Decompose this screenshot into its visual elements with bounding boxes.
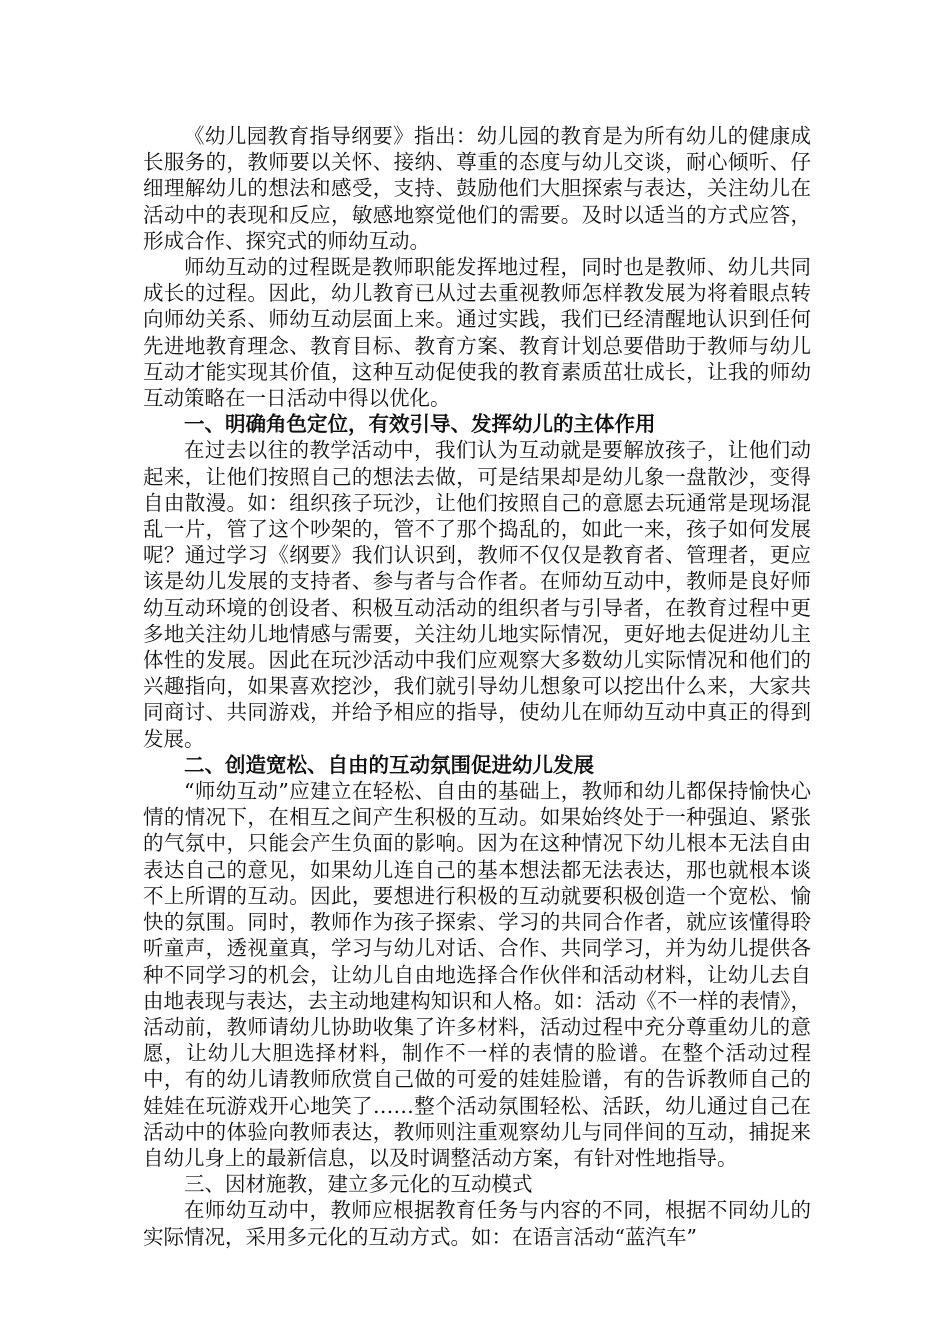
intro-paragraph: 《幼儿园教育指导纲要》指出：幼儿园的教育是为所有幼儿的健康成长服务的，教师要以关怀、接纳、尊重的态度与幼儿交谈，耐心倾听、仔细理解幼儿的想法和感受，支持、鼓励他们大胆探索与表达，关注幼儿在活动中的表现和反应，敏感地察觉他们的需要。及时以适当的方式应答，形成合作、探究式的师幼互动。 xyxy=(143,124,811,253)
section-2-paragraph: “师幼互动”应建立在轻松、自由的基础上，教师和幼儿都保持愉快心情的情况下，在相互之间产生积极的互动。如果始终处于一种强迫、紧张的气氛中，只能会产生负面的影响。因为在这种情况下幼儿根本无法自由表达自己的意见，如果幼儿连自己的基本想法都无法表达，那也就根本谈不上所谓的互动。因此，要想进行积极的互动就要积极创造一个宽松、愉快的氛围。同时，教师作为孩子探索、学习的共同合作者，就应该懂得聆听童声，透视童真，学习与幼儿对话、合作、共同学习，并为幼儿提供各种不同学习的机会，让幼儿自由地选择合作伙伴和活动材料，让幼儿去自由地表现与表达，去主动地建构知识和人格。如：活动《不一样的表情》，活动前，教师请幼儿协助收集了许多材料，活动过程中充分尊重幼儿的意愿，让幼儿大胆选择材料，制作不一样的表情的脸谱。在整个活动过程中，有的幼儿请教师欣赏自己做的可爱的娃娃脸谱，有的告诉教师自己的娃娃在玩游戏开心地笑了……整个活动氛围轻松、活跃，幼儿通过自己在活动中的体验向教师表达，教师则注重观察幼儿与同伴间的互动，捕捉来自幼儿身上的最新信息，以及时调整活动方案，有针对性地指导。 xyxy=(143,779,811,1170)
section-3-paragraph: 在师幼互动中，教师应根据教育任务与内容的不同，根据不同幼儿的实际情况，采用多元化的互动方式。如：在语言活动“蓝汽车” xyxy=(143,1198,811,1249)
document-body xyxy=(143,123,811,1250)
section-heading-2: 二、创造宽松、自由的互动氛围促进幼儿发展 xyxy=(184,752,594,777)
section-1-paragraph: 在过去以往的教学活动中，我们认为互动就是要解放孩子，让他们动起来，让他们按照自己的想法去做，可是结果却是幼儿象一盘散沙，变得自由散漫。如：组织孩子玩沙，让他们按照自己的意愿去玩通常是现场混乱一片，管了这个吵架的，管不了那个捣乱的，如此一来，孩子如何发展呢？通过学习《纲要》我们认识到，教师不仅仅是教育者、管理者，更应该是幼儿发展的支持者、参与者与合作者。在师幼互动中，教师是良好师幼互动环境的创设者、积极互动活动的组织者与引导者，在教育过程中更多地关注幼儿地情感与需要，关注幼儿地实际情况，更好地去促进幼儿主体性的发展。因此在玩沙活动中我们应观察大多数幼儿实际情况和他们的兴趣指向，如果喜欢挖沙，我们就引导幼儿想象可以挖出什么来，大家共同商讨、共同游戏，并给予相应的指导，使幼儿在师幼互动中真正的得到发展。 xyxy=(143,438,811,751)
process-paragraph: 师幼互动的过程既是教师职能发挥地过程，同时也是教师、幼儿共同成长的过程。因此，幼儿教育已从过去重视教师怎样教发展为将着眼点转向师幼关系、师幼互动层面上来。通过实践，我们已经清醒地认识到任何先进地教育理念、教育目标、教育方案、教育计划总要借助于教师与幼儿互动才能实现其价值，这种互动促使我的教育素质茁壮成长，让我的师幼互动策略在一日活动中得以优化。 xyxy=(143,255,811,411)
section-heading-1: 一、明确角色定位，有效引导、发挥幼儿的主体作用 xyxy=(184,412,656,437)
section-heading-3: 三、因材施教，建立多元化的互动模式 xyxy=(184,1172,533,1197)
